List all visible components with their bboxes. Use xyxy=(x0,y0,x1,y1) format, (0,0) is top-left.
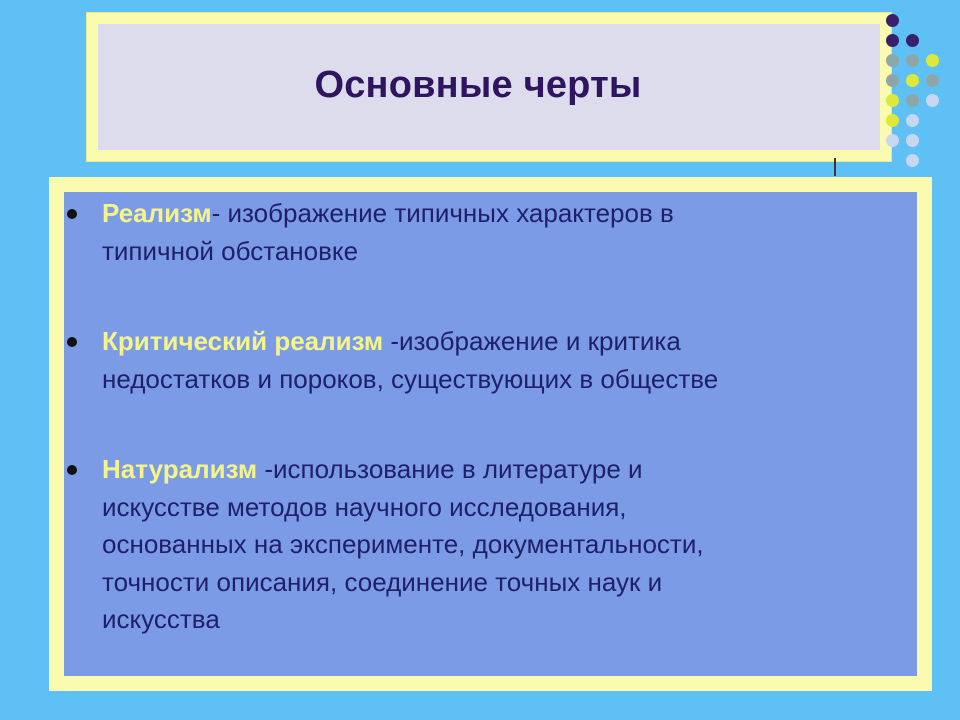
dot-8 xyxy=(906,74,919,87)
description-realism: - изображение типичных характеров в типичной обстановке xyxy=(102,198,674,266)
bullet-icon xyxy=(67,209,77,219)
title-panel xyxy=(98,24,880,150)
dot-17 xyxy=(906,154,919,167)
dot-11 xyxy=(906,94,919,107)
dot-2 xyxy=(886,34,899,47)
dot-14 xyxy=(906,114,919,127)
bullet-icon xyxy=(67,465,77,475)
dot-1 xyxy=(886,14,899,27)
dot-12 xyxy=(926,94,939,107)
dot-5 xyxy=(906,54,919,67)
dot-3 xyxy=(906,34,919,47)
dot-4 xyxy=(886,54,899,67)
dot-15 xyxy=(886,134,899,147)
slide-title: Основные черты xyxy=(314,63,642,106)
bullet-item-critical-realism xyxy=(63,323,883,398)
bullet-item-realism xyxy=(63,195,883,270)
dot-16 xyxy=(906,134,919,147)
dot-10 xyxy=(886,94,899,107)
dot-13 xyxy=(886,114,899,127)
term-naturalism: Натурализм xyxy=(102,454,258,484)
dot-6 xyxy=(926,54,939,67)
term-realism: Реализм xyxy=(102,198,212,228)
dot-7 xyxy=(886,74,899,87)
description-critical-realism: -изображение и критика недостатков и пороков, существующих в обществе xyxy=(102,326,719,394)
bullet-list xyxy=(63,195,883,639)
decorative-dot-grid xyxy=(886,14,950,154)
title-frame xyxy=(86,12,892,162)
bullet-icon xyxy=(67,337,77,347)
description-naturalism: -использование в литературе и искусстве методов научного исследования, основанных на эксперименте, документальности, точности описания, соединение точных наук и искусства xyxy=(102,454,704,634)
decorative-line xyxy=(834,158,836,176)
term-critical-realism: Критический реализм xyxy=(102,326,384,356)
dot-9 xyxy=(926,74,939,87)
bullet-item-naturalism xyxy=(63,451,883,639)
